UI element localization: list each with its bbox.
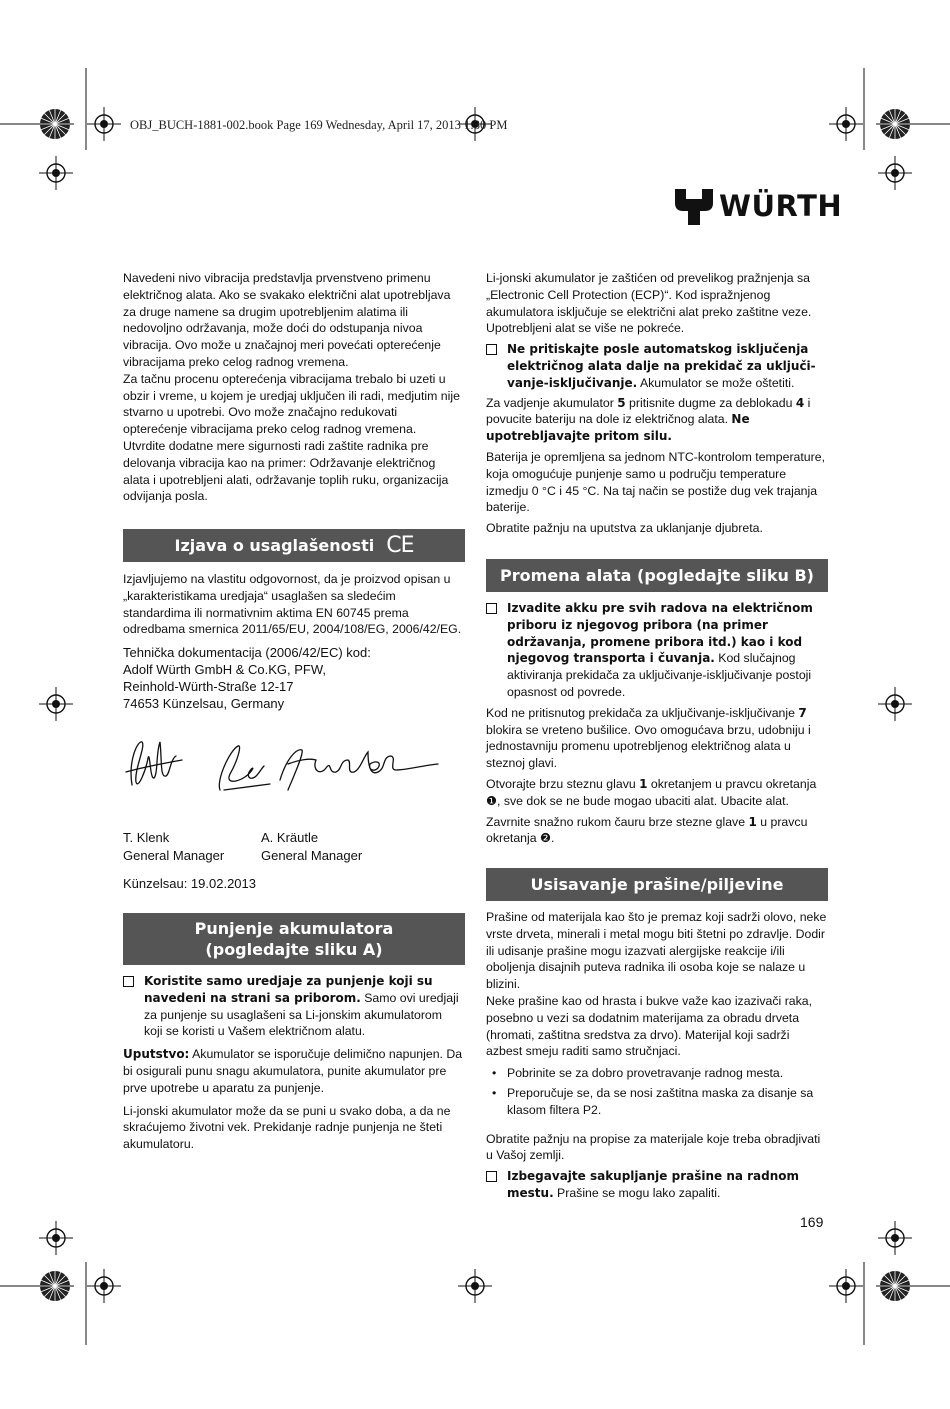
- dust-bullet: [486, 1065, 828, 1082]
- conformity-heading-text: Izjava o usaglašenosti: [174, 536, 375, 555]
- text-run: i povucite bateriju na dole iz električnog alata.: [486, 395, 811, 427]
- charger-warning-text: Samo ovi uredjaji za punjenje su usaglašeni sa Li-jonskim akumulatorom koji se koristi u Vašem električnom alatu.: [144, 990, 459, 1039]
- vibration-paragraph: Za tačnu procenu opterećenja vibracijama trebalo bi uzeti u obzir i vreme, u kojem je uredjaj uključen ili radi, medjutim nije stvarno u upotrebi. Ovo može značajno redukovati opterećenje vibracijama preko celog radnog vremena.: [123, 371, 460, 437]
- direction-1-icon: ❶: [486, 793, 498, 808]
- text-run: okretanjem u pravcu okretanja: [647, 776, 817, 791]
- dust-warning-bold: Izbegavajte sakupljanje prašine na radnom mestu.: [507, 1169, 800, 1200]
- text-run: Zavrnite snažno rukom čauru brze stezne glave: [486, 814, 749, 829]
- charging-heading-line: Punjenje akumulatora: [194, 919, 394, 938]
- dust-heading: [486, 868, 828, 901]
- spindle-lock-text: [486, 705, 828, 772]
- dust-paragraph: Obratite pažnju na propise za materijale koje treba obradjivati u Vašoj zemlji.: [486, 1131, 821, 1163]
- signer-title: General Manager: [123, 847, 225, 863]
- checkbox-square-icon: [486, 344, 497, 355]
- signer-title: General Manager: [261, 847, 363, 863]
- text-run: u pravcu okretanja: [486, 814, 808, 846]
- tool-change-body: [486, 600, 828, 851]
- remove-battery-warning-item: [486, 600, 828, 701]
- dust-warning-item: [486, 1168, 828, 1202]
- part-number: 5: [617, 395, 626, 410]
- vibration-paragraph: Utvrdite dodatne mere sigurnosti radi zaštite radnika pre delovanja vibracija kao na primer: Održavanje električnog alata i upotrebljeni alati, održavanje toplih ruku, organizacija odvijanja posla.: [123, 438, 449, 504]
- switch-warning-text: Akumulator se može oštetiti.: [637, 375, 795, 390]
- part-number: 7: [798, 705, 807, 720]
- tech-doc-block: [123, 644, 463, 712]
- text-run: Otvorajte brzu steznu glavu: [486, 776, 640, 791]
- tool-change-heading-text: Promena alata (pogledajte sliku B): [500, 566, 814, 585]
- battery-section: [486, 270, 828, 541]
- switch-warning-item: [486, 341, 828, 391]
- direction-2-icon: ❷: [540, 831, 552, 846]
- bullet-text: Preporučuje se, da se nosi zaštitna maska za disanje sa klasom filtera P2.: [507, 1085, 814, 1117]
- charging-heading: [123, 913, 465, 965]
- signer-name: A. Kräutle: [261, 830, 319, 845]
- charger-warning-bold: Koristite samo uredjaje za punjenje koji su navedeni na strani sa priborom.: [144, 974, 433, 1005]
- dust-heading-text: Usisavanje prašine/piljevine: [530, 875, 784, 894]
- text-run: Kod ne pritisnutog prekidača za uključivanje-isključivanje: [486, 705, 799, 720]
- vibration-section: [123, 270, 463, 505]
- part-number: 1: [639, 776, 648, 791]
- text-run: pritisnite dugme za deblokadu: [625, 395, 796, 410]
- dust-paragraph: Neke prašine kao od hrasta i bukve važe kao izazivači raka, posebno u vezi sa dodatnim materijama za obradu drveta (hromati, zaštitna sredstva za drvo). Materijal koji sadrži azbest smeju raditi samo stručnjaci.: [486, 993, 813, 1059]
- remove-battery-warning-bold: Izvadite akku pre svih radova na električnom priboru iz njegovog pribora (na primer održavanja, promene pribora itd.) kao i kod njegovog transporta i čuvanja.: [507, 601, 813, 666]
- switch-warning-bold: Ne pritiskajte posle automatskog isključenja električnog alata dalje na prekidač za uključi-vanje-isključivanje.: [507, 342, 816, 390]
- tech-doc-line: Adolf Würth GmbH & Co.KG, PFW,: [123, 662, 326, 678]
- charging-note: [123, 1046, 463, 1096]
- part-number: 1: [748, 814, 757, 829]
- wurth-logo-text: WÜRTH: [719, 189, 843, 223]
- book-header-line: OBJ_BUCH-1881-002.book Page 169 Wednesday, April 17, 2013 1:30 PM: [130, 118, 508, 132]
- signers-block: [123, 829, 463, 893]
- disposal-text: Obratite pažnju na uputstva za uklanjanje djubreta.: [486, 521, 763, 536]
- part-number: 4: [795, 395, 805, 410]
- ntc-text: Baterija je opremljena sa jednom NTC-kontrolom temperature, koja omogućuje punjenje samo u području temperature izmedju 0 °C i 45 °C. Na taj način se postiže dug vek trajanja baterije.: [486, 449, 825, 515]
- note-text: Akumulator se isporučuje delimično napunjen. Da bi osigurali punu snagu akumulatora, punite akumulator pre prve upotrebe u aparatu za punjenje.: [123, 1047, 463, 1095]
- charger-warning-item: [123, 973, 463, 1040]
- conformity-statement: Izjavljujemo na vlastitu odgovornost, da je proizvod opisan u „karakteristikama uredjaja“ usaglašen sa sledećim standardima ili normativnim aktima EN 60745 prema odredbama smernica 2011/65/EU, 2004/108/EG, 2006/42/EG.: [123, 572, 462, 637]
- checkbox-square-icon: [486, 1171, 497, 1182]
- charging-heading-line: (pogledajte sliku A): [205, 940, 383, 959]
- remove-battery-warning-text: Kod slučajnog aktiviranja prekidača za uključivanje-isključivanje postoji opasnost od povrede.: [507, 651, 812, 699]
- checkbox-square-icon: [486, 603, 497, 614]
- place-date: Künzelsau: 19.02.2013: [123, 876, 256, 891]
- note-label: Uputstvo:: [123, 1047, 190, 1062]
- close-chuck-text: [486, 814, 828, 848]
- bullet-dot-icon: •: [492, 1085, 497, 1100]
- force-warning-bold: Ne upotrebljavajte pritom silu.: [486, 412, 750, 444]
- page-number: 169: [800, 1214, 824, 1230]
- checkbox-square-icon: [123, 976, 134, 987]
- open-chuck-text: [486, 776, 828, 810]
- dust-warning-text: Prašine se mogu lako zapaliti.: [553, 1185, 721, 1200]
- conformity-heading: [123, 529, 465, 562]
- signer-name: T. Klenk: [123, 830, 170, 845]
- dust-paragraph: Prašine od materijala kao što je premaz koji sadrži olovo, neke vrste drveta, minerali i metal mogu biti štetni po zdravlje. Dodir ili udisanje prašine mogu izazvati alergijske reakcije i/ili oboljenja disajnih puteva radnika ili osoba koje se nalaze u blizini.: [486, 910, 827, 992]
- bullet-dot-icon: •: [492, 1066, 497, 1081]
- conformity-body: [123, 571, 463, 712]
- tool-change-heading: [486, 559, 828, 592]
- battery-removal-text: [486, 395, 828, 445]
- charging-body: [123, 973, 463, 1157]
- wurth-logo: [675, 187, 843, 227]
- tech-doc-line: Tehnička dokumentacija (2006/42/EC) kod:: [123, 645, 371, 661]
- dust-bullet: [486, 1085, 828, 1119]
- tech-doc-line: Reinhold-Würth-Straße 12-17: [123, 679, 294, 695]
- vibration-paragraph: Navedeni nivo vibracija predstavlja prvenstveno primenu električnog alata. Ako se svakako električni alat upotrebljava za druge namene sa drugim upotrebljenim alatima ili nedovoljno održavanja, može doći do odstupanja nivoa vibracija. Ovo može u značajnoj meri povećati opterećenje vibracijama preko celog radnog vremena.: [123, 271, 451, 369]
- wurth-emblem-icon: [675, 189, 713, 225]
- bullet-text: Pobrinite se za dobro provetravanje radnog mesta.: [507, 1066, 784, 1081]
- text-run: Za vadjenje akumulator: [486, 395, 618, 410]
- text-run: .: [551, 831, 555, 846]
- text-run: , sve dok se ne bude mogao ubaciti alat. Ubacite alat.: [497, 793, 789, 808]
- liion-charging-text: Li-jonski akumulator može da se puni u svako doba, a da ne skraćujemo životni vek. Prekidanje radnje punjenja ne šteti akumulatoru.: [123, 1103, 451, 1152]
- ecp-text: Li-jonski akumulator je zaštićen od prevelikog pražnjenja sa „Electronic Cell Protection (ECP)“. Kod ispražnjenog akumulatora isključuje se električni alat preko zaštitne veze. Upotrebljeni alat se više ne pokreće.: [486, 271, 812, 336]
- handwritten-signatures: [120, 730, 440, 810]
- dust-body: [486, 909, 828, 1206]
- text-run: blokira se vreteno bušilice. Ovo omogućava brzu, udobniju i jednostavniju promenu upotrebljenog električnog alata u steznoj glavi.: [486, 722, 811, 771]
- ce-mark-icon: CE: [386, 533, 414, 558]
- tech-doc-line: 74653 Künzelsau, Germany: [123, 696, 285, 712]
